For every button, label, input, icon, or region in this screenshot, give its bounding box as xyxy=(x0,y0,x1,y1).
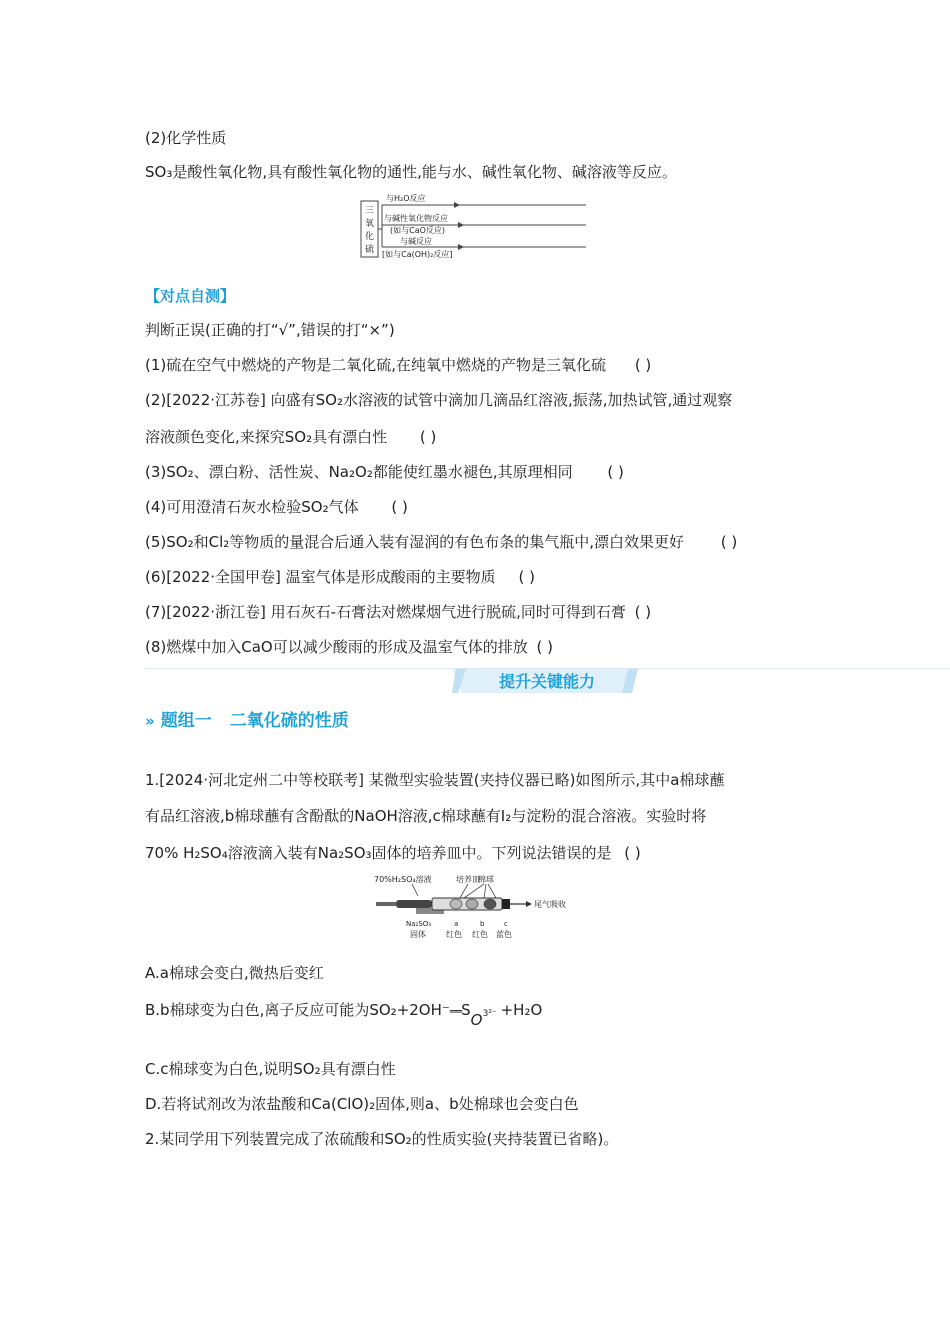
answer-bracket: ( ) xyxy=(518,568,535,586)
item-text: (4)可用澄清石灰水检验SO₂气体 xyxy=(145,498,359,516)
letter-a: a xyxy=(454,920,459,928)
item-text: (6)[2022·全国甲卷] 温室气体是形成酸雨的主要物质 xyxy=(145,568,496,586)
self-test-item-2-cont xyxy=(145,427,436,447)
item-text: (7)[2022·浙江卷] 用石灰石-石膏法对燃煤烟气进行脱硫,同时可得到石膏 xyxy=(145,603,626,621)
branch-label-base: 与碱反应 xyxy=(400,237,432,246)
label-na2so3: Na₂SO₃ xyxy=(406,920,432,928)
cotton-b xyxy=(466,899,478,909)
label-exhaust: 尾气吸收 xyxy=(534,900,566,909)
intro-text: SO₃是酸性氧化物,具有酸性氧化物的通性,能与水、碱性氧化物、碱溶液等反应。 xyxy=(145,163,677,181)
item-text: 溶液颜色变化,来探究SO₂具有漂白性 xyxy=(145,428,388,446)
answer-bracket: ( ) xyxy=(536,638,553,656)
answer-bracket: ( ) xyxy=(634,356,652,374)
answer-bracket: ( ) xyxy=(391,498,408,516)
chevron-icon: » xyxy=(145,712,155,730)
self-test-item-7 xyxy=(145,602,651,622)
self-test-item-1 xyxy=(145,355,651,375)
item-text: 70% H₂SO₄溶液滴入装有Na₂SO₃固体的培养皿中。下列说法错误的是 xyxy=(145,844,612,862)
letter-c: c xyxy=(504,920,508,928)
item-text: (5)SO₂和Cl₂等物质的量混合后通入装有湿润的有色布条的集气瓶中,漂白效果更好 xyxy=(145,533,685,551)
option-b xyxy=(145,1000,543,1029)
sulfite-o: O xyxy=(470,1011,483,1029)
item-text: (1)硫在空气中燃烧的产物是二氧化硫,在纯氧中燃烧的产物是三氧化硫 xyxy=(145,356,607,374)
syringe xyxy=(396,900,432,908)
self-test-item-2: (2)[2022·江苏卷] 向盛有SO₂水溶液的试管中滴加几滴品红溶液,振荡,加热试管,通过观察 xyxy=(145,391,733,409)
sulfite-ion xyxy=(470,1000,511,1029)
micro-experiment-diagram xyxy=(372,870,582,942)
sulfite-charge: 3²⁻ xyxy=(482,1009,497,1019)
self-test-item-8 xyxy=(145,637,553,657)
question-group-heading xyxy=(145,706,349,731)
answer-bracket: ( ) xyxy=(624,844,641,862)
group-name: 二氧化硫的性质 xyxy=(229,711,349,731)
label-dish: 培养皿 xyxy=(456,875,480,884)
self-test-item-6 xyxy=(145,567,535,587)
self-test-item-5 xyxy=(145,532,737,552)
color-c: 蓝色 xyxy=(496,930,512,939)
left-label-2: 化 xyxy=(364,232,375,242)
letter-b: b xyxy=(480,920,485,928)
q1-line-2: 有品红溶液,b棉球蘸有含酚酞的NaOH溶液,c棉球蘸有I₂与淀粉的混合溶液。实验时将 xyxy=(145,807,707,825)
cotton-c xyxy=(484,899,496,909)
q1-line-3 xyxy=(145,843,641,863)
color-a: 红色 xyxy=(446,930,462,939)
answer-bracket: ( ) xyxy=(419,428,437,446)
self-test-heading: 【对点自测】 xyxy=(145,287,236,305)
self-test-item-4 xyxy=(145,497,408,517)
section-heading: (2)化学性质 xyxy=(145,129,227,147)
option-b-text: B.b棉球变为白色,离子反应可能为SO₂+2OH⁻ xyxy=(145,1001,450,1019)
branch-label-caoh2: [如与Ca(OH)₂反应] xyxy=(382,250,453,259)
banner-title: 提升关键能力 xyxy=(498,672,596,691)
q1-line-1: 1.[2024·河北定州二中等校联考] 某微型实验装置(夹持仪器已略)如图所示,其中a棉球蘸 xyxy=(145,771,725,789)
branch-label-water: 与H₂O反应 xyxy=(386,194,426,203)
option-c: C.c棉球变为白色,说明SO₂具有漂白性 xyxy=(145,1060,396,1078)
sulfite-s: S xyxy=(461,1001,471,1019)
self-test-instruction: 判断正误(正确的打“√”,错误的打“×”) xyxy=(145,321,395,339)
item-text: (3)SO₂、漂白粉、活性炭、Na₂O₂都能使红墨水褪色,其原理相同 xyxy=(145,463,573,481)
cotton-a xyxy=(450,899,462,909)
branch-label-basic-oxide: 与碱性氧化物反应 xyxy=(384,214,448,223)
option-d: D.若将试剂改为浓盐酸和Ca(ClO)₂固体,则a、b处棉球也会变白色 xyxy=(145,1095,579,1113)
option-b-products: +H₂O xyxy=(500,1001,543,1019)
key-ability-banner xyxy=(452,668,642,694)
color-b: 红色 xyxy=(472,930,488,939)
answer-bracket: ( ) xyxy=(634,603,652,621)
answer-bracket: ( ) xyxy=(720,533,738,551)
left-label-0: 三 xyxy=(364,206,375,216)
q2-text: 2.某同学用下列装置完成了浓硫酸和SO₂的性质实验(夹持装置已省略)。 xyxy=(145,1130,619,1148)
label-cotton: 棉球 xyxy=(478,875,494,884)
left-label-1: 氧 xyxy=(364,219,375,229)
option-a: A.a棉球会变白,微热后变红 xyxy=(145,964,324,982)
answer-bracket: ( ) xyxy=(607,463,624,481)
group-label: 题组一 xyxy=(160,711,212,731)
label-solid: 固体 xyxy=(410,930,426,939)
so3-reaction-diagram xyxy=(360,191,588,263)
item-text: (8)燃煤中加入CaO可以减少酸雨的形成及温室气体的排放 xyxy=(145,638,528,656)
left-label-3: 硫 xyxy=(364,245,375,255)
branch-label-cao: (如与CaO反应) xyxy=(390,226,446,235)
equal-sign: ══ xyxy=(449,1005,462,1018)
self-test-item-3 xyxy=(145,462,624,482)
label-acid: 70%H₂SO₄溶液 xyxy=(374,875,432,884)
